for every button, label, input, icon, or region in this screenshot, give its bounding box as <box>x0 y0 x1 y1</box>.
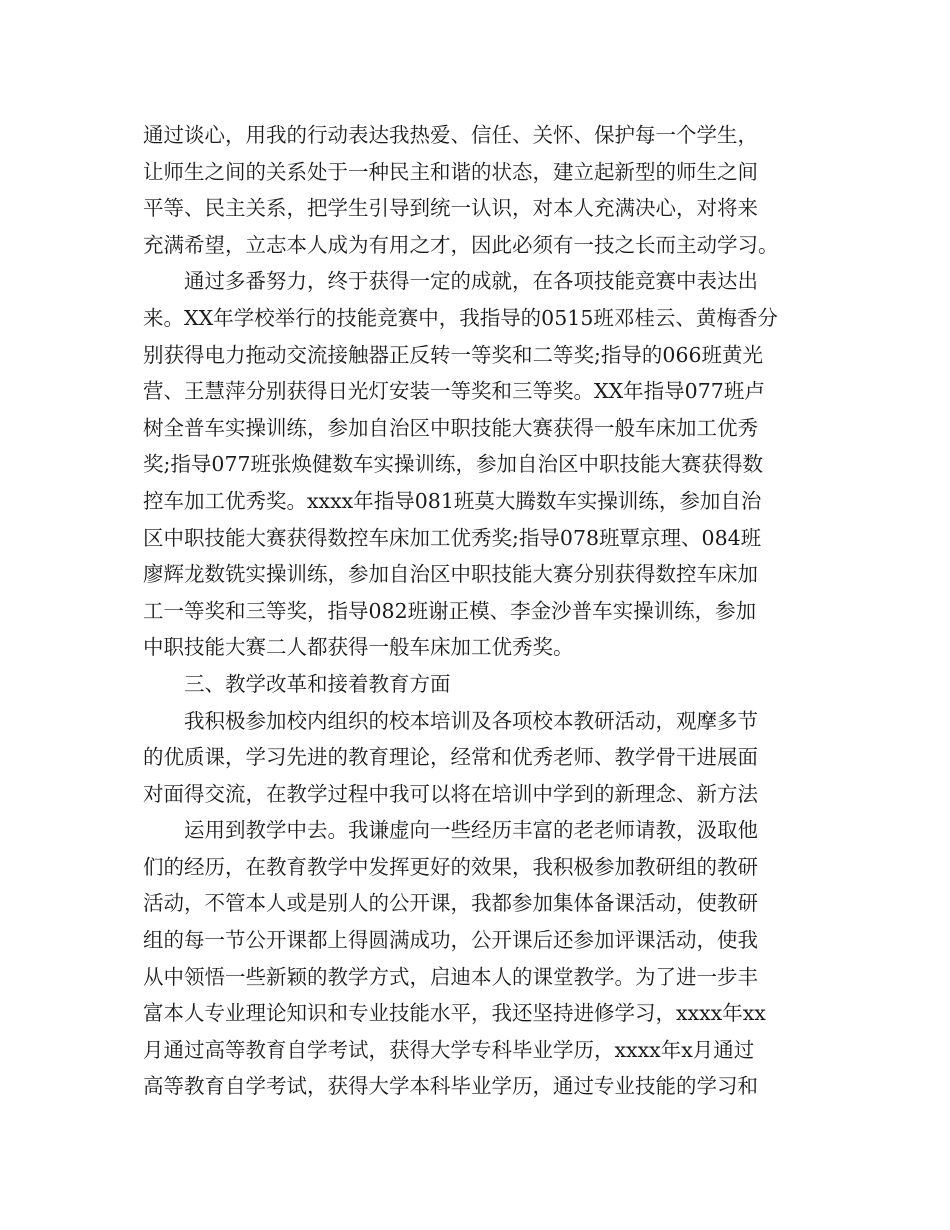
text-line: 控车加工优秀奖。xxxx年指导081班莫大腾数车实操训练，参加自治 <box>143 488 762 513</box>
text-line: 工一等奖和三等奖，指导082班谢正模、李金沙普车实操训练，参加 <box>143 598 757 623</box>
text-line: 高等教育自学考试，获得大学本科毕业学历，通过专业技能的学习和 <box>143 1074 758 1099</box>
text-line: 平等、民主关系，把学生引导到统一认识，对本人充满决心，对将来 <box>143 196 758 221</box>
text-line: 三、教学改革和接着教育方面 <box>184 671 451 696</box>
text-line: 组的每一节公开课都上得圆满成功，公开课后还参加评课活动，使我 <box>143 928 758 953</box>
text-line: 通过多番努力，终于获得一定的成就，在各项技能竞赛中表达出 <box>184 269 758 294</box>
text-line: 从中领悟一些新颖的教学方式，启迪本人的课堂教学。为了进一步丰 <box>143 964 758 989</box>
document-body <box>143 117 813 1105</box>
text-line: 运用到教学中去。我谦虚向一些经历丰富的老老师请教，汲取他 <box>184 818 758 843</box>
text-line: 营、王慧萍分别获得日光灯安装一等奖和三等奖。XX年指导077班卢 <box>143 379 765 404</box>
text-line: 让师生之间的关系处于一种民主和谐的状态，建立起新型的师生之间 <box>143 159 758 184</box>
text-line: 区中职技能大赛获得数控车床加工优秀奖;指导078班覃京理、084班 <box>143 525 762 550</box>
text-line: 别获得电力拖动交流接触器正反转一等奖和二等奖;指导的066班黄光 <box>143 342 764 367</box>
text-line: 对面得交流，在教学过程中我可以将在培训中学到的新理念、新方法 <box>143 781 758 806</box>
text-line: 们的经历，在教育教学中发挥更好的效果，我积极参加教研组的教研 <box>143 854 758 879</box>
text-line: 廖辉龙数铣实操训练，参加自治区中职技能大赛分别获得数控车床加 <box>143 562 758 587</box>
text-line: 活动，不管本人或是别人的公开课，我都参加集体备课活动，使教研 <box>143 891 758 916</box>
text-line: 通过谈心，用我的行动表达我热爱、信任、关怀、保护每一个学生， <box>143 123 758 147</box>
text-line: 奖;指导077班张焕健数车实操训练，参加自治区中职技能大赛获得数 <box>143 452 764 477</box>
text-line: 来。XX年学校举行的技能竞赛中，我指导的0515班邓桂云、黄梅香分 <box>143 305 778 330</box>
text-line: 我积极参加校内组织的校本培训及各项校本教研活动，观摩多节 <box>184 708 758 733</box>
text-line: 富本人专业理论知识和专业技能水平，我还坚持进修学习，xxxx年xx <box>143 1001 766 1026</box>
text-line: 中职技能大赛二人都获得一般车床加工优秀奖。 <box>143 635 574 660</box>
text-line: 树全普车实操训练，参加自治区中职技能大赛获得一般车床加工优秀 <box>143 415 758 440</box>
text-line: 的优质课，学习先进的教育理论，经常和优秀老师、教学骨干进展面 <box>143 745 758 770</box>
text-line: 月通过高等教育自学考试，获得大学专科毕业学历，xxxx年x月通过 <box>143 1037 755 1062</box>
text-line: 充满希望，立志本人成为有用之才，因此必须有一技之长而主动学习。 <box>143 232 779 257</box>
